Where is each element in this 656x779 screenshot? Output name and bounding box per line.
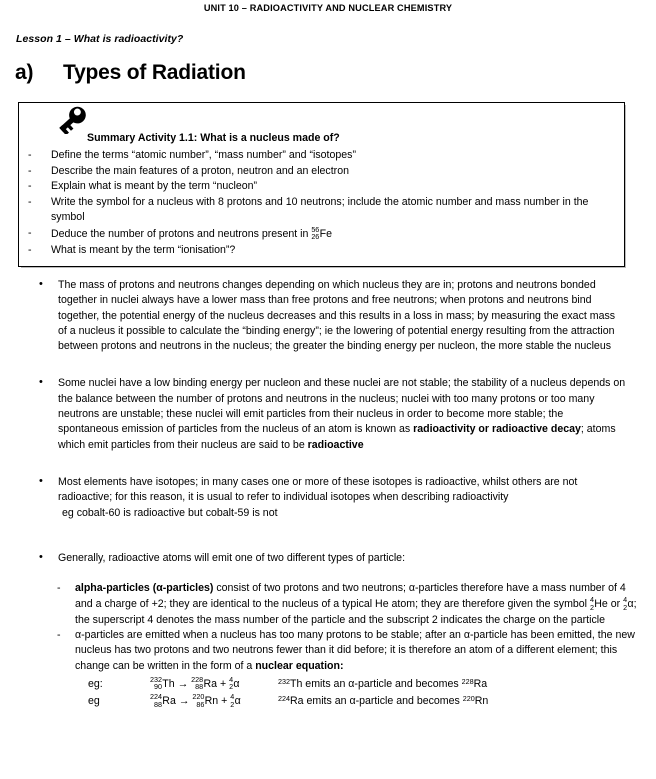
activity-title: Summary Activity 1.1: What is a nucleus made of?	[87, 132, 340, 144]
mass-number: 220	[192, 692, 205, 702]
equation-label: eg	[88, 695, 100, 708]
activity-task-text: Define the terms “atomic number”, “mass number” and “isotopes”	[51, 149, 356, 161]
bullet-text: Most elements have isotopes; in many cases one or more of these isotopes is radioactive, whilst others are not radioactive; for this reason, it is usual to refer to individual isotopes when describing radioactivity	[58, 475, 578, 504]
atomic-number: 90	[154, 682, 162, 692]
mass-number: 4	[229, 675, 234, 685]
nuclide-reactant	[150, 693, 162, 708]
atomic-number: 88	[195, 682, 204, 692]
alpha-text-part2: or	[607, 598, 624, 611]
bullet-glyph: •	[39, 474, 43, 487]
dash-marker: -	[28, 196, 32, 209]
table-row	[88, 676, 488, 693]
element-symbol-alpha: α	[627, 598, 634, 611]
sub-item-alpha-emission	[57, 628, 638, 674]
mass-number: 228	[191, 675, 204, 685]
element-symbol: α	[233, 678, 240, 691]
bullet-glyph: •	[39, 550, 43, 563]
nuclide-product	[192, 693, 204, 708]
arrow-glyph: →	[178, 695, 190, 708]
activity-task-text: Describe the main features of a proton, neutron and an electron	[51, 164, 349, 177]
equation-description	[278, 676, 488, 693]
nuclear-equations-table	[88, 676, 488, 710]
dash-marker: -	[28, 227, 32, 240]
bullet-paragraph-isotopes	[38, 475, 626, 506]
bullet-paragraph-stability	[38, 376, 626, 452]
section-title: Types of Radiation	[63, 61, 246, 84]
table-row	[88, 693, 488, 710]
superscript-mass: 224	[278, 694, 290, 704]
nuclide-reactant	[150, 676, 162, 691]
activity-task-item	[25, 195, 618, 225]
activity-task-item	[25, 226, 618, 242]
element-symbol-he: He	[594, 598, 608, 611]
bullet-paragraph-mass	[38, 278, 626, 354]
element-symbol: Rn	[204, 695, 219, 708]
atomic-number: 88	[154, 699, 162, 709]
activity-task-text: Explain what is meant by the term “nucleon”	[51, 180, 258, 193]
activity-task-item	[25, 179, 618, 194]
bullet-paragraph-particle-types	[38, 551, 626, 566]
section-label: a)	[15, 61, 34, 84]
element-symbol: α	[234, 695, 241, 708]
bullet-glyph: •	[39, 376, 43, 389]
atomic-number: 2	[230, 699, 235, 709]
activity-task-text: Deduce the number of protons and neutrons present in	[51, 228, 312, 241]
element-symbol: Ra	[473, 678, 488, 691]
example-cobalt: eg cobalt-60 is radioactive but cobalt-59 is not	[62, 506, 278, 519]
activity-task-item	[25, 243, 618, 258]
body-content	[0, 278, 656, 710]
activity-icon-row	[25, 107, 618, 131]
alpha-text-part1: consist of two protons and two neutrons; α-particles therefore have a mass number of 4 and a charge of +2; they are identical to the nucleus of a typical He atom; they are therefore given the symbol	[75, 582, 626, 611]
spacer	[0, 566, 656, 581]
bullet-text-part2: ; atoms which emit particles from their nucleus are said to be	[58, 423, 616, 451]
plus-glyph: +	[219, 678, 227, 691]
dash-marker: -	[28, 243, 32, 256]
bullet-text-part1: Some nuclei have a low binding energy per nucleon and these nuclei are not stable; the stability of a nucleus depends on the balance between the number of protons and neutrons in the nucleus; nuclei with too many protons or too many neutrons are unstable; these nuclei will emit particles from their nucleus in order to become more stable; the spontaneous emission of particles from the nucleus of an atom is known as	[58, 377, 626, 436]
atomic-number: 26	[311, 232, 320, 242]
element-symbol: Fe	[319, 228, 332, 241]
element-symbol: Th	[162, 678, 175, 691]
mass-number: 56	[311, 225, 320, 235]
equation-label: eg:	[88, 678, 103, 691]
dash-marker: -	[57, 582, 61, 595]
atomic-number: 2	[229, 682, 234, 692]
superscript-mass: 232	[278, 677, 290, 687]
mass-number: 4	[230, 692, 235, 702]
nuclide-product	[191, 676, 203, 691]
lesson-subtitle: Lesson 1 – What is radioactivity?	[16, 33, 184, 45]
equation-description	[278, 693, 488, 710]
spacer	[0, 354, 656, 376]
mass-number: 232	[150, 675, 162, 685]
dash-marker: -	[28, 180, 32, 193]
spacer	[0, 521, 656, 551]
equation-formula	[150, 676, 278, 693]
activity-task-item	[25, 164, 618, 179]
emission-text-part1: α-particles are emitted when a nucleus has too many protons to be stable; after an α-particle has been emitted, the new nucleus has two protons and two neutrons fewer than it did before; it is therefore an atom of a different element; this change can be written in the form of a	[75, 629, 635, 672]
mass-number: 224	[150, 692, 162, 702]
element-symbol: Rn	[474, 695, 489, 708]
atomic-number: 86	[196, 699, 205, 709]
bullet-text-bold2: radioactive	[307, 438, 364, 451]
equation-formula	[150, 693, 278, 710]
description-text: Ra emits an α-particle and becomes	[290, 695, 463, 708]
superscript-mass: 220	[462, 694, 475, 704]
activity-task-text: What is meant by the term “ionisation”?	[51, 243, 236, 256]
dash-marker: -	[28, 149, 32, 161]
page-title	[15, 61, 656, 85]
plus-glyph: +	[221, 695, 228, 708]
activity-task-item	[25, 148, 618, 163]
dash-marker: -	[28, 164, 32, 177]
nuclear-equation-term: nuclear equation:	[255, 659, 344, 672]
mass-number: 4	[589, 595, 594, 605]
spacer	[0, 453, 656, 475]
atomic-number: 2	[623, 602, 628, 612]
alpha-term: alpha-particles (α-particles)	[75, 582, 214, 595]
activity-task-text: Write the symbol for a nucleus with 8 protons and 10 neutrons; include the atomic number and mass number in the symbol	[51, 196, 589, 224]
element-symbol: Ra	[162, 695, 176, 708]
sub-item-alpha-definition	[57, 581, 638, 628]
alpha-text-part3: ; the superscript 4 denotes the mass number of the particle and the subscript 2 indicates the charge on the particle	[75, 598, 637, 626]
key-icon	[51, 106, 93, 134]
atomic-number: 2	[589, 602, 594, 612]
dash-marker: -	[57, 629, 61, 642]
nuclide-fe	[311, 226, 319, 241]
bullet-text-bold1: radioactivity or radioactive decay	[413, 423, 581, 436]
bullet-text: Generally, radioactive atoms will emit one of two different types of particle:	[58, 551, 406, 564]
bullet-glyph: •	[39, 278, 43, 290]
mass-number: 4	[623, 595, 628, 605]
summary-activity-box	[18, 102, 625, 267]
bullet-text: The mass of protons and neutrons changes depending on which nucleus they are in; protons and neutrons bonded together in nuclei always have a lower mass than free protons and free neutrons; when protons and neutrons bind together, the potential energy of the nucleus decreases and this results in a loss in mass; by measuring the exact mass of a nucleus it possible to calculate the “binding energy”; ie the lowering of potential energy resulting from the attraction between protons and neutrons in the nucleus; the greater the binding energy per nucleon, the more stable the nucleus	[58, 279, 616, 353]
activity-task-list	[25, 148, 618, 258]
description-text: Th emits an α-particle and becomes	[290, 678, 462, 691]
running-header: UNIT 10 – RADIOACTIVITY AND NUCLEAR CHEMISTRY	[203, 3, 453, 13]
element-symbol: Ra	[203, 678, 218, 691]
arrow-glyph: →	[177, 678, 189, 691]
superscript-mass: 228	[461, 677, 474, 687]
